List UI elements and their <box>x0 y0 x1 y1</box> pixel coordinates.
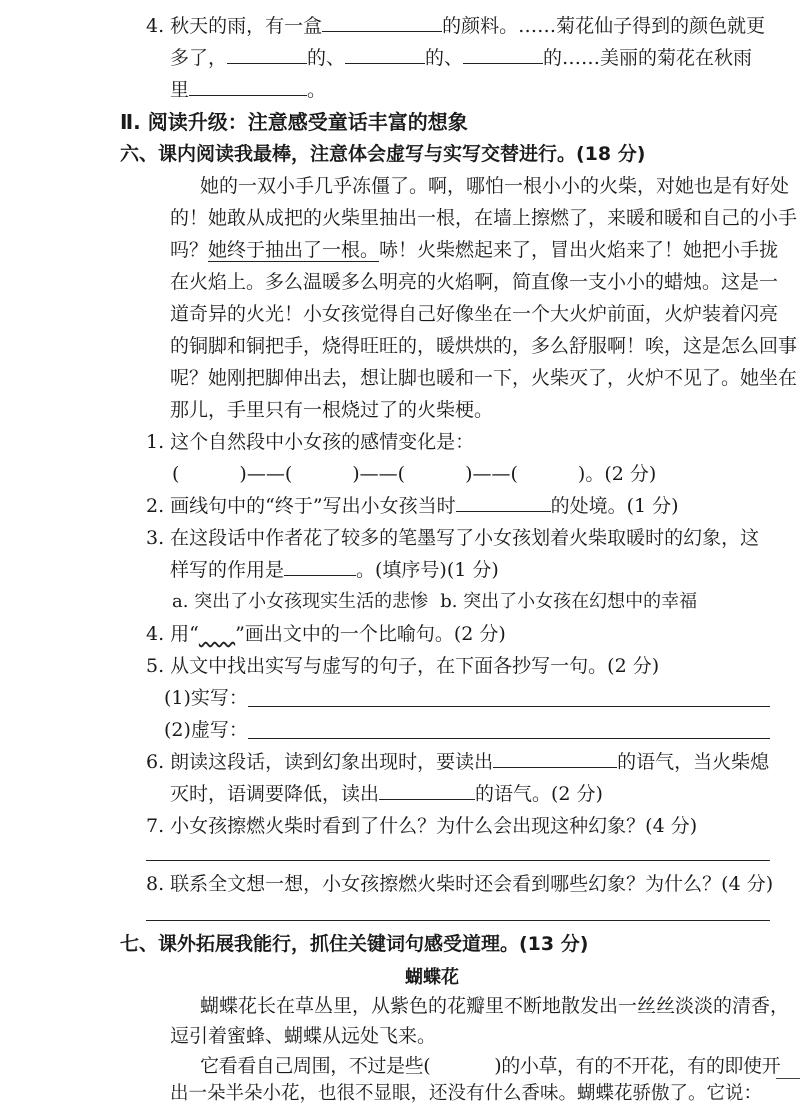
passage-line: 吗？她终于抽出了一根。哧！火柴燃起来了，冒出火焰来了！她把小手拢 <box>170 239 779 261</box>
question-4: 4. 用“ ”画出文中的一个比喻句。(2 分) <box>146 623 506 645</box>
passage-line: 她的一双小手几乎冻僵了。啊，哪怕一根小小的火柴，对她也是有好处 <box>200 175 790 197</box>
question-1: 1. 这个自然段中小女孩的感情变化是： <box>146 431 475 453</box>
story-line: 它看看自己周围，不过是些( )的小草，有的不开花，有的即使开 <box>200 1055 781 1077</box>
blank[interactable] <box>189 77 307 96</box>
blank[interactable] <box>345 45 425 64</box>
answer-line[interactable] <box>146 860 770 861</box>
passage-line: 呢？她刚把脚伸出去，想让脚也暖和一下，火柴灭了，火炉不见了。她坐在 <box>170 367 798 389</box>
question-6-cont: 灭时，语调要降低，读出 的语气。(2 分) <box>170 783 603 805</box>
q5-imagined-label: (2)虚写： <box>164 719 248 741</box>
blank[interactable] <box>284 557 356 576</box>
q4-top-line3: 里 。 <box>170 79 327 101</box>
question-5: 5. 从文中找出实写与虚写的句子，在下面各抄写一句。(2 分) <box>146 655 660 677</box>
passage-line: 的铜脚和铜把手，烧得旺旺的，暖烘烘的，多么舒服啊！唉，这是怎么回事 <box>170 335 798 357</box>
question-7: 7. 小女孩擦燃火柴时看到了什么？为什么会出现这种幻象？(4 分) <box>146 815 698 837</box>
question-3: 3. 在这段话中作者花了较多的笔墨写了小女孩划着火柴取暖时的幻象，这 <box>146 527 760 549</box>
answer-line[interactable] <box>146 920 770 921</box>
underlined-sentence: 她终于抽出了一根。 <box>208 239 380 261</box>
q3-options <box>172 588 697 616</box>
passage-line: 道奇异的火光！小女孩觉得自己好像坐在一个大火炉前面，火炉装着闪亮 <box>170 303 779 325</box>
q1-answer-line: ( )——( )——( )——( )。(2 分) <box>172 463 657 485</box>
passage-line: 那儿，手里只有一根烧过了的火柴梗。 <box>170 399 494 421</box>
section-7-heading: 七、课外拓展我能行，抓住关键词句感受道理。(13 分) <box>120 933 589 955</box>
passage-line: 在火焰上。多么温暖多么明亮的火焰啊，简直像一支小小的蜡烛。这是一 <box>170 271 779 293</box>
question-8: 8. 联系全文想一想，小女孩擦燃火柴时还会看到哪些幻象？为什么？(4 分) <box>146 873 774 895</box>
story-line: 出一朵半朵小花，也很不显眼，还没有什么香味。蝴蝶花骄傲了。它说： <box>170 1083 763 1104</box>
q4-top-line2: 多了， 的、 的、 的……美丽的菊花在秋雨 <box>170 47 753 69</box>
question-2: 2. 画线句中的“终于”写出小女孩当时 的处境。(1 分) <box>146 495 679 517</box>
blank[interactable] <box>227 45 307 64</box>
question-3-cont: 样写的作用是 。(填序号)(1 分) <box>170 559 499 581</box>
blank[interactable] <box>322 13 442 32</box>
passage-line: 的！她敢从成把的火柴里抽出一根，在墙上擦燃了，来暖和暖和自己的小手 <box>170 207 798 229</box>
section-6-heading: 六、课内阅读我最棒，注意体会虚写与实写交替进行。(18 分) <box>120 143 646 165</box>
q4-top-line1: 4. 秋天的雨，有一盒 的颜料。……菊花仙子得到的颜色就更 <box>146 15 766 37</box>
blank[interactable] <box>493 749 617 768</box>
section-2-title: Ⅱ. 阅读升级：注意感受童话丰富的想象 <box>120 110 468 134</box>
blank[interactable] <box>463 45 543 64</box>
page-edge-mark <box>776 1078 800 1079</box>
blank[interactable] <box>379 781 475 800</box>
wavy-line-symbol <box>199 623 235 645</box>
story-line: 蝴蝶花长在草丛里，从紫色的花瓣里不断地散发出一丝丝淡淡的清香， <box>200 995 790 1017</box>
story-line: 逗引着蜜蜂、蝴蝶从远处飞来。 <box>170 1025 437 1047</box>
question-6: 6. 朗读这段话，读到幻象出现时，要读出 的语气，当火柴熄 <box>146 751 770 773</box>
answer-line[interactable] <box>248 738 770 739</box>
blank[interactable] <box>456 493 551 512</box>
answer-line[interactable] <box>248 706 770 707</box>
option-a[interactable]: a. 突出了小女孩现实生活的悲惨 <box>172 591 429 612</box>
story-title: 蝴蝶花 <box>405 967 459 988</box>
q5-real-label: (1)实写： <box>164 687 248 709</box>
option-b[interactable]: b. 突出了小女孩在幻想中的幸福 <box>440 591 698 612</box>
